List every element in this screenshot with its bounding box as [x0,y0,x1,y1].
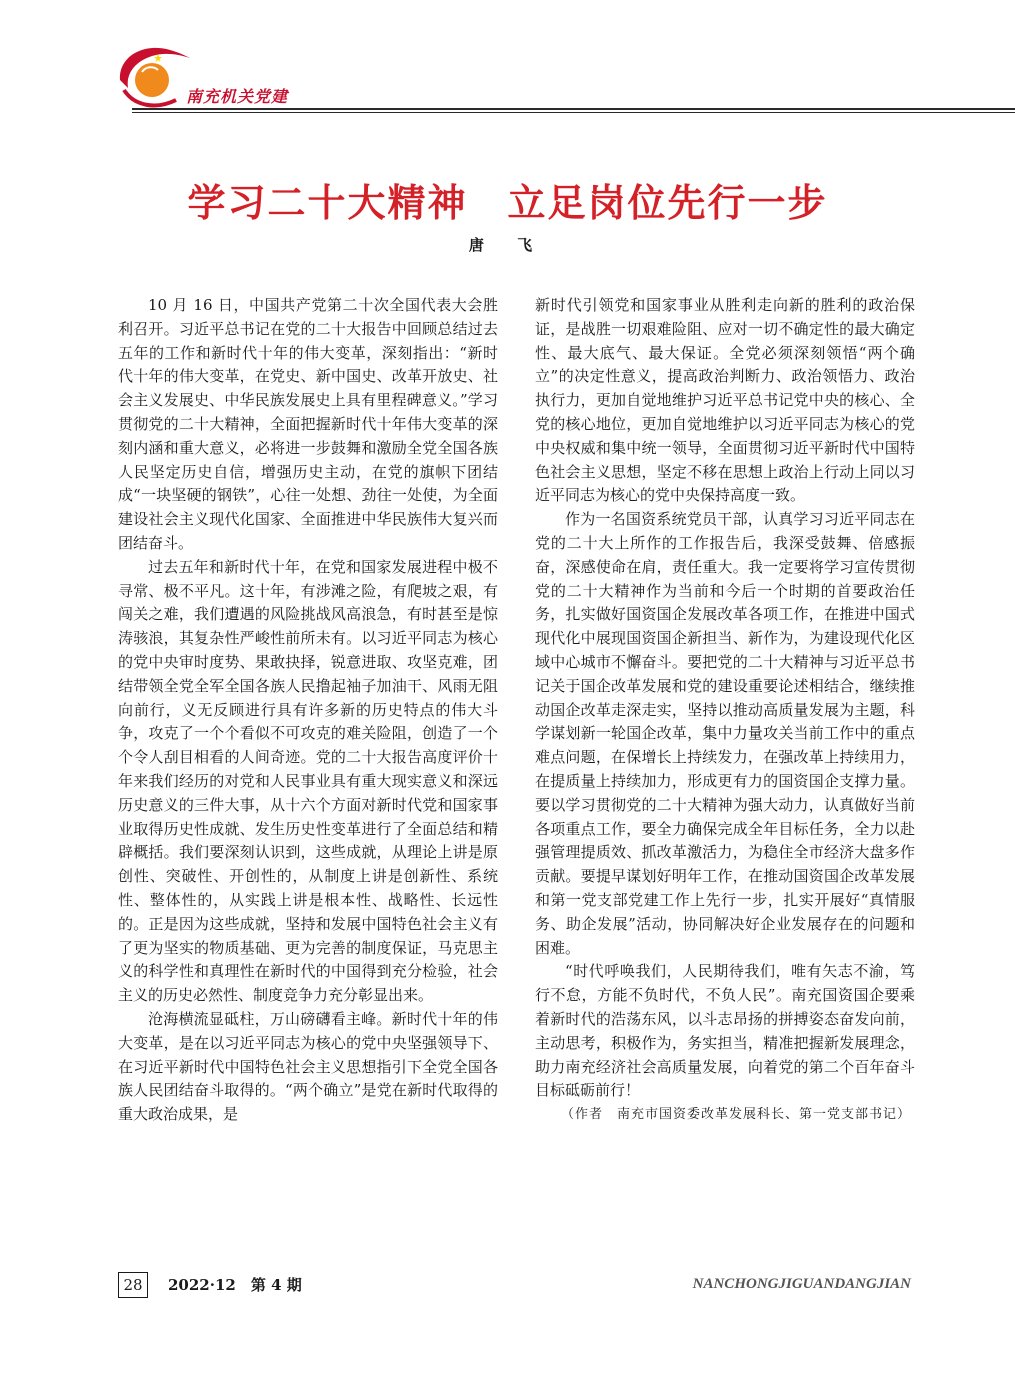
page-header [0,0,1015,130]
paragraph-continued: 新时代引领党和国家事业从胜利走向新的胜利的政治保证，是战胜一切艰难险阻、应对一切不确定性的最大确定性、最大底气、最大保证。全党必须深刻领悟“两个确立”的决定性意义，提高政治判断力、政治领悟力、政治执行力，更加自觉地维护习近平总书记党中央的核心、全党的核心地位，更加自觉地维护以习近平同志为核心的党中央权威和集中统一领导，全面贯彻习近平新时代中国特色社会主义思想，坚定不移在思想上政治上行动上同以习近平同志为核心的党中央保持高度一致。 [535,296,915,505]
article-title: 学习二十大精神 立足岗位先行一步 [187,180,828,225]
paragraph: 作为一名国资系统党员干部，认真学习习近平同志在党的二十大上所作的工作报告后，我深受鼓舞、倍感振奋，深感使命在肩，责任重大。我一定要将学习宣传贯彻党的二十大精神作为当前和今后一个时期的首要政治任务，扎实做好国资国企发展改革各项工作，在推进中国式现代化中展现国资国企新担当、新作为，为建设现代化区域中心城市不懈奋斗。要把党的二十大精神与习近平总书记关于国企改革发展和党的建设重要论述相结合，继续推动国企改革走深走实，坚持以推动高质量发展为主题，科学谋划新一轮国企改革，集中力量攻关当前工作中的重点难点问题，在保增长上持续发力，在强改革上持续用力，在提质量上持续加力，形成更有力的国资国企支撑力量。要以学习贯彻党的二十大精神为强大动力，认真做好当前各项重点工作，要全力确保完成全年目标任务，全力以赴强管理提质效、抓改革激活力，为稳住全市经济大盘多作贡献。要提早谋划好明年工作，在推动国资国企改革发展和第一党支部党建工作上先行一步，扎实开展好“真情服务、助企发展”活动，协同解决好企业发展存在的问题和困难。 [535,510,915,957]
header-divider-thin [132,112,1015,113]
footer-english-title: NANCHONGJIGUANDANGJIAN [692,1276,911,1292]
paragraph: 10 月 16 日，中国共产党第二十次全国代表大会胜利召开。习近平总书记在党的二十大报告中回顾总结过去五年的工作和新时代十年的伟大变革，深刻指出：“新时代十年的伟大变革，在党史、新中国史、改革开放史、社会主义发展史、中华民族发展史上具有里程碑意义。”学习贯彻党的二十大精神，全面把握新时代十年伟大变革的深刻内涵和重大意义，必将进一步鼓舞和激励全党全国各族人民坚定历史自信，增强历史主动，在党的旗帜下团结成“一块坚硬的钢铁”，心往一处想、劲往一处使，为全面建设社会主义现代化国家、全面推进中华民族伟大复兴而团结奋斗。 [118,296,498,552]
header-divider [132,108,1015,110]
magazine-logo [112,40,192,118]
author-signature: （作者 南充市国资委改革发展科长、第一党支部书记） [561,1107,912,1123]
article-author: 唐 飞 [468,236,547,254]
page-number: 28 [118,1272,148,1298]
paragraph: 沧海横流显砥柱，万山磅礴看主峰。新时代十年的伟大变革，是在以习近平同志为核心的党中央坚强领导下、在习近平新时代中国特色社会主义思想指引下全党全国各族人民团结奋斗取得的。“两个确立”是党在新时代取得的重大政治成果，是 [118,1009,498,1124]
paragraph: “时代呼唤我们，人民期待我们，唯有矢志不渝，笃行不怠，方能不负时代，不负人民”。南充国资国企要乘着新时代的浩荡东风，以斗志昂扬的拼搏姿态奋发向前，主动思考，积极作为，务实担当，精准把握新发展理念，助力南充经济社会高质量发展，向着党的第二个百年奋斗目标砥砺前行！ [535,962,915,1100]
right-column [535,294,915,1127]
masthead-title: 南充机关党建 [186,87,289,106]
left-column [118,294,498,1127]
paragraph: 过去五年和新时代十年，在党和国家发展进程中极不寻常、极不平凡。这十年，有涉滩之险，有爬坡之艰，有闯关之难，我们遭遇的风险挑战风高浪急，有时甚至是惊涛骇浪，其复杂性严峻性前所未有。以习近平同志为核心的党中央审时度势、果敢抉择，锐意进取、攻坚克难，团结带领全党全军全国各族人民撸起袖子加油干、风雨无阻向前行，义无反顾进行具有许多新的历史特点的伟大斗争，攻克了一个个看似不可攻克的难关险阻，创造了一个个令人刮目相看的人间奇迹。党的二十大报告高度评价十年来我们经历的对党和人民事业具有重大现实意义和深远历史意义的三件大事，从十六个方面对新时代党和国家事业取得历史性成就、发生历史性变革进行了全面总结和精辟概括。我们要深刻认识到，这些成就，从理论上讲是原创性、突破性、开创性的，从制度上讲是创新性、系统性、整体性的，从实践上讲是根本性、战略性、长远性的。正是因为这些成就，坚持和发展中国特色社会主义有了更为坚实的物质基础、更为完善的制度保证，马克思主义的科学性和真理性在新时代的中国得到充分检验，社会主义的历史必然性、制度竞争力充分彰显出来。 [118,557,498,1005]
page-footer [0,1270,1015,1310]
issue-label: 2022·12 第 4 期 [168,1276,302,1294]
